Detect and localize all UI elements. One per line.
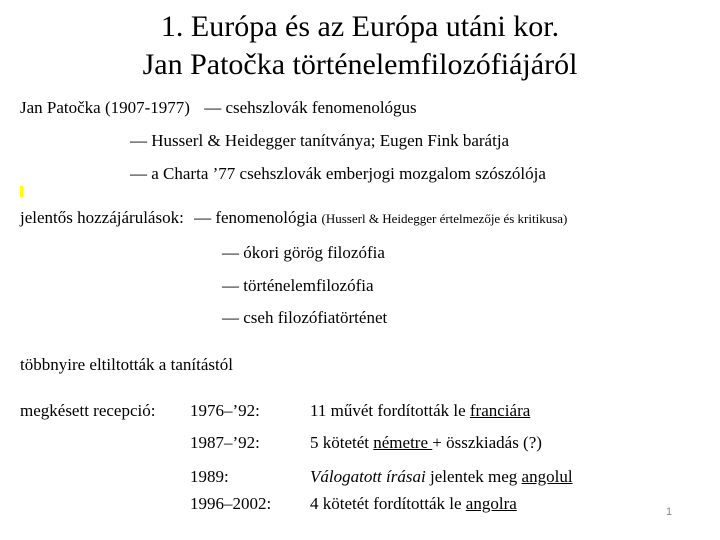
contribution-philosophy-of-history: — történelemfilozófia [222,276,374,295]
bio-role: — csehszlovák fenomenológus [204,98,417,117]
reception-detail-3-language: angolul [521,467,573,486]
bio-line1 [20,97,417,119]
reception-detail-3-text: jelentek meg [425,467,522,486]
reception-detail-2 [310,432,542,454]
bio-line2: — Husserl & Heidegger tanítványa; Eugen Fink barátja [130,131,510,150]
reception-detail-2-language: németre [373,433,433,452]
slide-title-line1: 1. Európa és az Európa utáni kor. [160,10,560,43]
reception-detail-4-text: 4 kötetét fordították le [310,494,466,513]
page-number: 1 [666,506,673,518]
contributions-label: jelentős hozzájárulások: [20,208,184,227]
contribution-greek-philosophy: — ókori görög filozófia [222,243,385,262]
reception-detail-2-text: 5 kötetét [310,433,374,452]
reception-detail-4 [310,493,517,515]
contribution-phenomenology-note: (Husserl & Heidegger értelmezője és kritikusa) [321,211,568,226]
reception-detail-1-text: 11 művét fordították le [310,401,470,420]
reception-detail-1-language: franciára [469,401,531,420]
banned-from-teaching: többnyire eltiltották a tanítástól [20,355,233,374]
reception-detail-2-suffix: + összkiadás (?) [432,433,542,452]
reception-period-4: 1996–2002: [190,494,272,513]
reception-period-1: 1976–’92: [190,401,260,420]
reception-label: megkésett recepció: [20,401,156,420]
reception-detail-3-title: Válogatott írásai [310,467,426,486]
bio-line3: — a Charta ’77 csehszlovák emberjogi mozgalom szószólója [130,164,546,183]
reception-detail-3 [310,466,573,488]
contributions-line1 [20,207,567,230]
contribution-czech-philosophy-history: — cseh filozófiatörténet [222,308,388,327]
contribution-phenomenology: — fenomenológia [194,208,318,227]
reception-period-2: 1987–’92: [190,433,260,452]
reception-period-3: 1989: [190,467,229,486]
reception-detail-4-language: angolra [465,494,517,513]
reception-detail-1 [310,400,530,422]
bullet-marker [20,186,23,197]
slide-title-line2: Jan Patočka történelemfilozófiájáról [142,48,578,81]
bio-name-years: Jan Patočka (1907-1977) [20,98,190,117]
